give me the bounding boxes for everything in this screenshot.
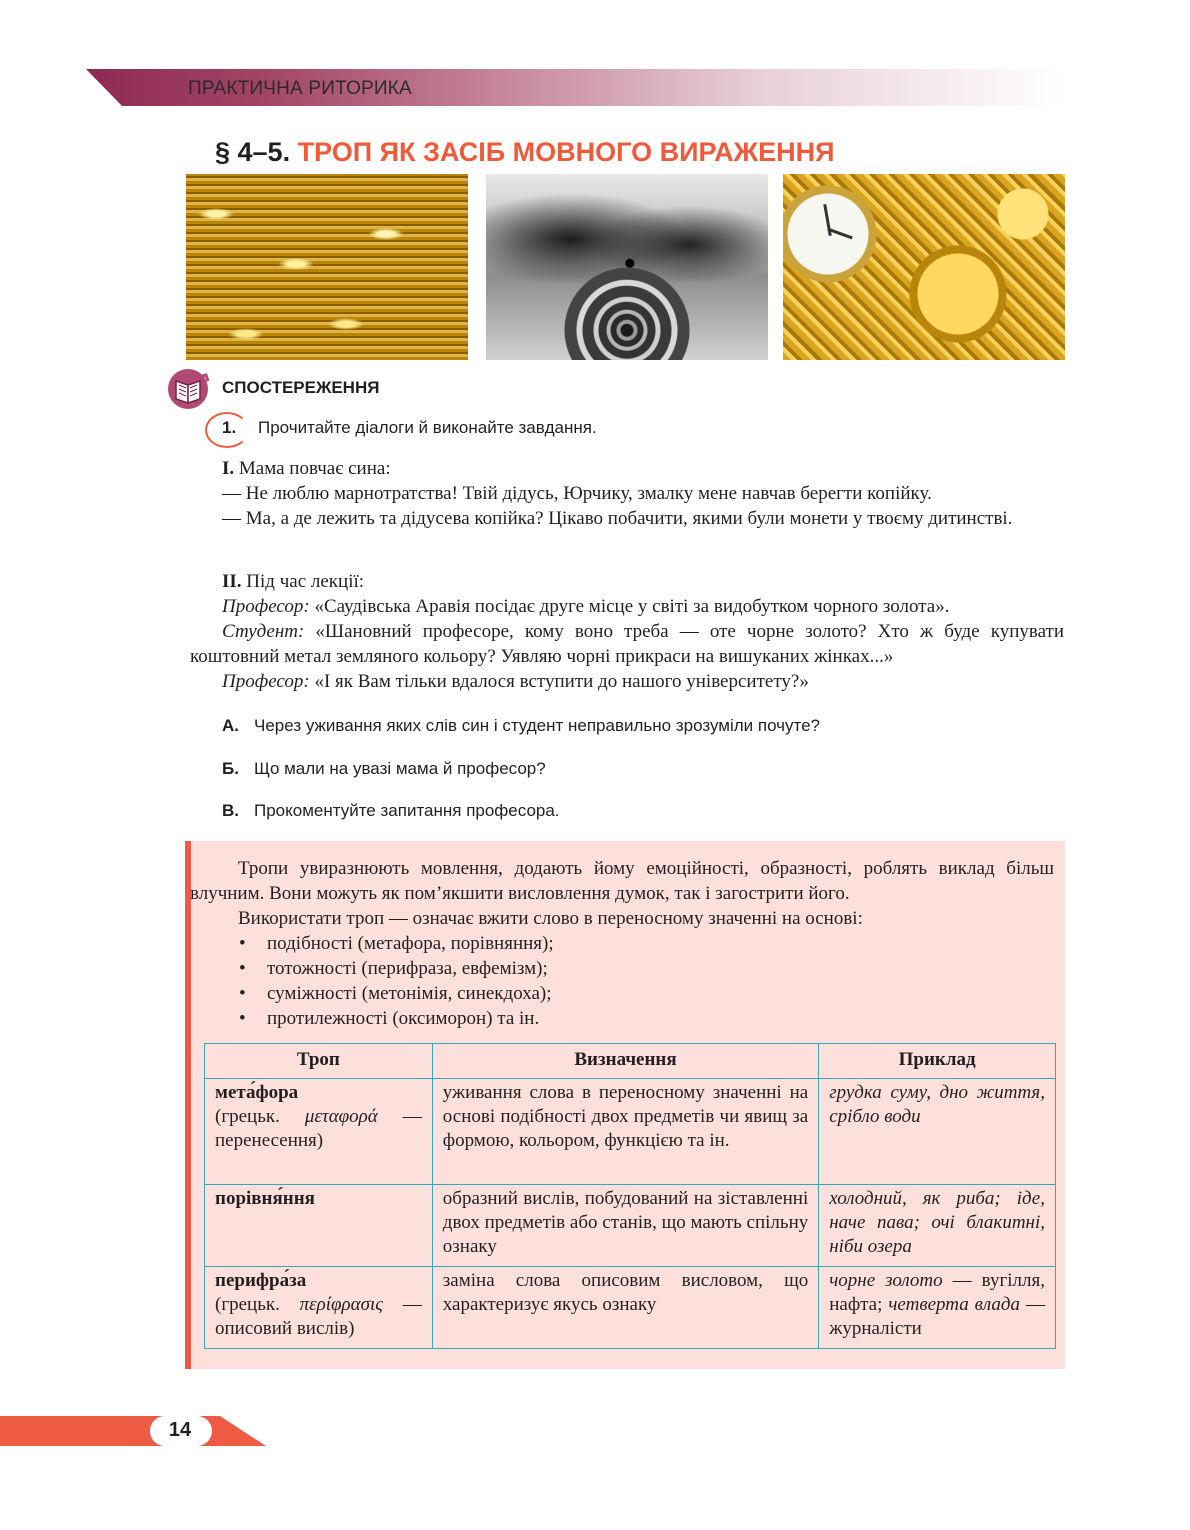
question-b: Б. Що мали на увазі мама й професор?: [222, 759, 546, 778]
theory-bullet: • суміжності (метонімія, синекдоха);: [239, 983, 552, 1004]
table-header-row: [205, 1044, 1056, 1079]
table-row: [205, 1185, 1056, 1267]
dialog2-line2: Студент: «Шановний професоре, кому воно треба — оте чорне золото? Хто ж буде купувати коштовний метал земляного кольору? Уявляю чорні прикраси на вишуканих жінках...»: [190, 621, 1064, 667]
paragraph-title: ТРОП ЯК ЗАСІБ МОВНОГО ВИРАЖЕННЯ: [297, 137, 835, 167]
page-number-band: [0, 1416, 266, 1446]
theory-bullet: • подібності (метафора, порівняння);: [239, 933, 554, 954]
dialog1-line1: — Не люблю марнотратства! Твій дідусь, Юрчику, змалку мене навчав берегти копійку.: [222, 483, 932, 504]
gold-coins-photo: [186, 174, 468, 360]
column-header-definition: Визначення: [432, 1044, 818, 1079]
trope-cell: порівня́ння: [205, 1185, 433, 1267]
paragraph-number: § 4–5.: [215, 137, 291, 167]
page-title: [215, 137, 834, 168]
page-number: 14: [168, 1419, 192, 1441]
task-instruction: Прочитайте діалоги й виконайте завдання.: [258, 418, 597, 437]
table-row: [205, 1267, 1056, 1349]
definition-cell: заміна слова описовим висловом, що характеризує якусь ознаку: [432, 1267, 818, 1349]
observation-heading: СПОСТЕРЕЖЕННЯ: [222, 378, 380, 397]
oil-drop-photo: [486, 174, 768, 360]
column-header-trope: Троп: [205, 1044, 433, 1079]
book-icon: [168, 367, 212, 411]
trope-cell: мета́фора (грецьк. μεταφορά — перенесення): [205, 1079, 433, 1185]
example-cell: грудка суму, дно життя, срібло води: [819, 1079, 1056, 1185]
example-cell: холодний, як риба; іде, наче пава; очі блакитні, ніби озера: [819, 1185, 1056, 1267]
column-header-example: Приклад: [819, 1044, 1056, 1079]
trope-cell: перифра́за (грецьк. περίφρασις — описовий вислів): [205, 1267, 433, 1349]
section-title: ПРАКТИЧНА РИТОРИКА: [188, 78, 412, 99]
question-c: В. Прокоментуйте запитання професора.: [222, 801, 560, 820]
trope-table: [204, 1043, 1056, 1349]
example-cell: чорне золото — вугілля, нафта; четверта влада — журналісти: [819, 1267, 1056, 1349]
gold-watch-photo: [783, 174, 1065, 360]
theory-bullet: • тотожності (перифраза, евфемізм);: [239, 958, 548, 979]
theory-paragraph-1: Тропи увиразнюють мовлення, додають йому емоційності, образності, роблять виклад більш влучним. Вони можуть як пом’якшити висловлення думок, так і загострити його.: [190, 858, 1054, 904]
definition-cell: уживання слова в переносному значенні на основі подібності двох предметів чи явищ за формою, кольором, функцією та ін.: [432, 1079, 818, 1185]
task-number: 1.: [222, 418, 237, 437]
dialog1-intro: I. Мама повчає сина:: [222, 458, 391, 479]
definition-cell: образний вислів, побудований на зіставленні двох предметів або станів, що мають спільну ознаку: [432, 1185, 818, 1267]
question-a: А. Через уживання яких слів син і студент неправильно зрозуміли почуте?: [222, 716, 821, 735]
dialog2-intro: II. Під час лекції:: [222, 571, 365, 592]
theory-bullet: • протилежності (оксиморон) та ін.: [239, 1008, 540, 1029]
dialog2-line3: Професор: «І як Вам тільки вдалося вступити до нашого університету?»: [222, 671, 809, 692]
dialog1-line2: — Ма, а де лежить та дідусева копійка? Цікаво побачити, якими були монети у твоєму дитинстві.: [222, 508, 1013, 529]
theory-paragraph-2: Використати троп — означає вжити слово в переносному значенні на основі:: [238, 908, 863, 929]
table-row: [205, 1079, 1056, 1185]
dialog2-line1: Професор: «Саудівська Аравія посідає друге місце у світі за видобутком чорного золота».: [222, 596, 950, 617]
